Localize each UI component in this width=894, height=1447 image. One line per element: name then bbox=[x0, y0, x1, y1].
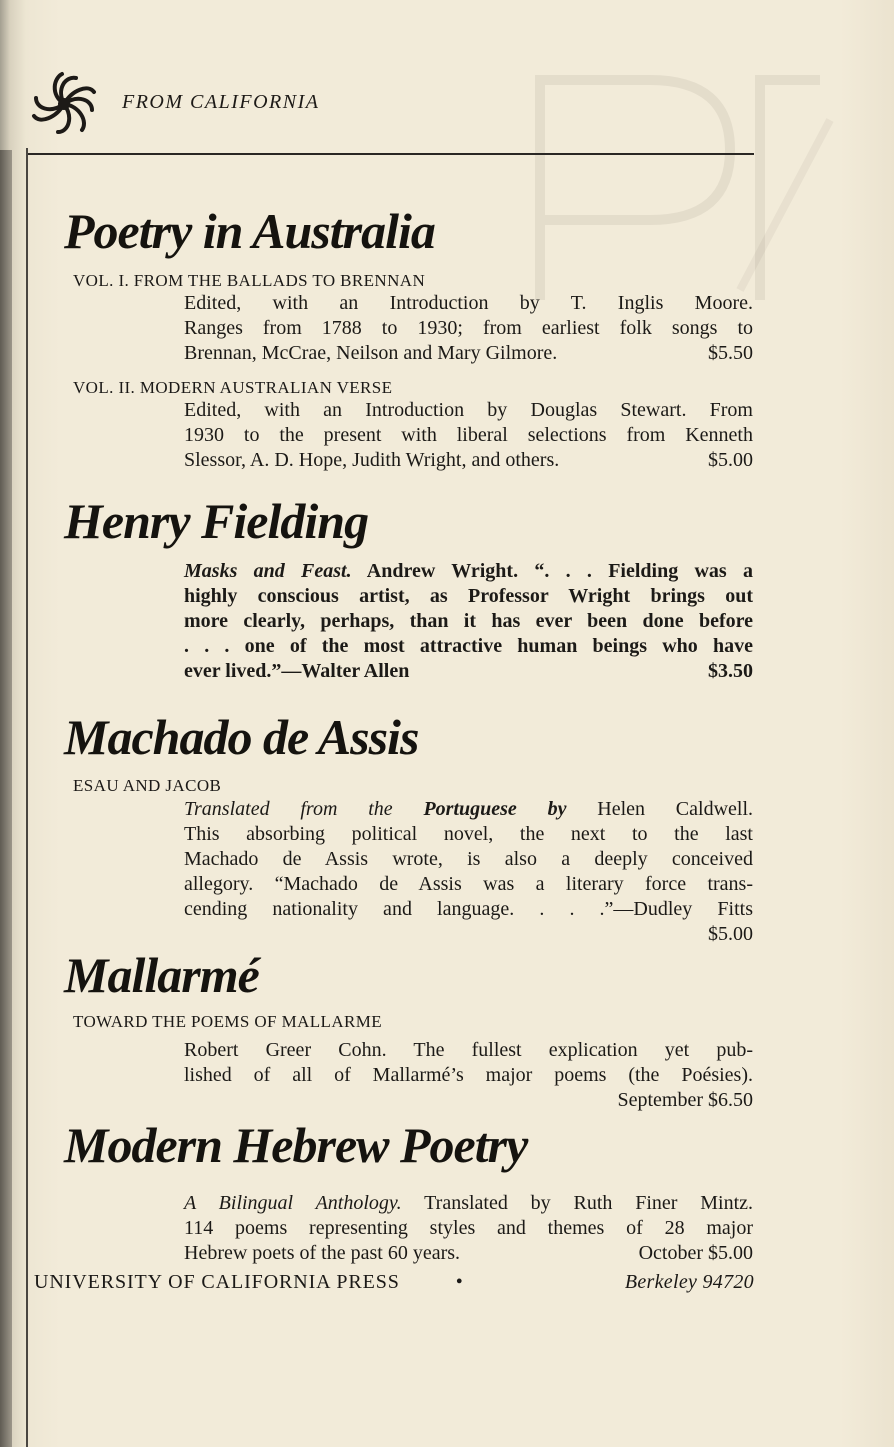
text-line: lished of all of Mallarmé’s major poems (the Poésies). bbox=[184, 1064, 753, 1086]
bleed-through-shape bbox=[500, 60, 840, 320]
publication-month: September bbox=[617, 1089, 703, 1111]
publisher-name: UNIVERSITY OF CALIFORNIA PRESS bbox=[34, 1271, 400, 1293]
price: $5.00 bbox=[708, 449, 753, 471]
text-line: cending nationality and language. . . .”—Dudley Fitts bbox=[184, 898, 753, 920]
subhead-vol-1: VOL. I. FROM THE BALLADS TO BRENNAN bbox=[73, 271, 426, 290]
text-line: ever lived.”—Walter Allen bbox=[184, 660, 410, 682]
text-fragment: Helen Caldwell. bbox=[566, 798, 753, 820]
text-line: Edited, with an Introduction by Douglas Stewart. From bbox=[184, 399, 753, 421]
text-line-with-price bbox=[184, 341, 753, 366]
text-line-with-price bbox=[184, 448, 753, 473]
price: $5.00 bbox=[708, 923, 753, 945]
text-line: Slessor, A. D. Hope, Judith Wright, and others. bbox=[184, 449, 560, 471]
footer-separator: • bbox=[455, 1271, 463, 1293]
text-line: Edited, with an Introduction by T. Inglis Moore. bbox=[184, 292, 753, 314]
section-title-machado-de-assis: Machado de Assis bbox=[64, 709, 419, 765]
text-fragment: Andrew Wright. “. . . Fielding was a bbox=[351, 560, 753, 582]
text-line-with-price bbox=[184, 1241, 753, 1266]
price: $5.00 bbox=[708, 1242, 753, 1264]
book-title: Masks and Feast. bbox=[184, 560, 352, 582]
price: $3.50 bbox=[708, 660, 753, 682]
subhead-vol-2: VOL. II. MODERN AUSTRALIAN VERSE bbox=[73, 378, 393, 397]
text-line: Robert Greer Cohn. The fullest explication yet pub- bbox=[184, 1039, 753, 1061]
price: $6.50 bbox=[708, 1089, 753, 1111]
text-line: Brennan, McCrae, Neilson and Mary Gilmore. bbox=[184, 342, 558, 364]
text-line: more clearly, perhaps, than it has ever been done before bbox=[184, 610, 753, 632]
subhead-toward-the-poems: TOWARD THE POEMS OF MALLARME bbox=[73, 1012, 383, 1031]
entry-machado-description bbox=[184, 797, 753, 947]
header-title: FROM CALIFORNIA bbox=[122, 91, 320, 113]
entry-hebrew-description bbox=[184, 1191, 753, 1266]
text-fragment: Translated from the bbox=[184, 798, 424, 820]
header-rule bbox=[26, 153, 754, 155]
text-line: 1930 to the present with liberal selections from Kenneth bbox=[184, 424, 753, 446]
price-line bbox=[184, 1088, 753, 1113]
section-title-poetry-in-australia: Poetry in Australia bbox=[64, 203, 435, 259]
text-line bbox=[184, 1191, 753, 1216]
text-line: allegory. “Machado de Assis was a literary force trans- bbox=[184, 873, 753, 895]
text-line: This absorbing political novel, the next to the last bbox=[184, 823, 753, 845]
entry-mallarme-description bbox=[184, 1038, 753, 1113]
text-fragment: Portuguese by bbox=[423, 798, 567, 820]
subhead-esau-and-jacob: ESAU AND JACOB bbox=[73, 776, 222, 795]
entry-vol-2-description bbox=[184, 398, 753, 473]
price: $5.50 bbox=[708, 342, 753, 364]
text-line: . . . one of the most attractive human beings who have bbox=[184, 635, 753, 657]
book-title: A Bilingual Anthology. bbox=[184, 1192, 402, 1214]
left-margin-rule bbox=[26, 148, 28, 1447]
sun-flower-icon bbox=[26, 66, 102, 142]
section-title-henry-fielding: Henry Fielding bbox=[64, 493, 369, 549]
page-header bbox=[26, 66, 446, 146]
publisher-city: Berkeley 94720 bbox=[624, 1271, 754, 1293]
text-line: Machado de Assis wrote, is also a deeply conceived bbox=[184, 848, 753, 870]
text-line-with-price bbox=[184, 659, 753, 684]
text-line: highly conscious artist, as Professor Wright brings out bbox=[184, 585, 753, 607]
publication-month: October bbox=[638, 1242, 703, 1264]
book-spine-shadow bbox=[0, 150, 12, 1447]
text-line: Ranges from 1788 to 1930; from earliest folk songs to bbox=[184, 317, 753, 339]
text-line: 114 poems representing styles and themes of 28 major bbox=[184, 1217, 753, 1239]
text-fragment: Translated by Ruth Finer Mintz. bbox=[401, 1192, 753, 1214]
price-line bbox=[184, 922, 753, 947]
publisher-footer bbox=[34, 1271, 754, 1294]
section-title-modern-hebrew-poetry: Modern Hebrew Poetry bbox=[64, 1117, 528, 1173]
date-and-price bbox=[639, 1241, 753, 1266]
text-line bbox=[184, 797, 753, 822]
text-line: Hebrew poets of the past 60 years. bbox=[184, 1242, 461, 1264]
entry-vol-1-description bbox=[184, 291, 753, 366]
section-title-mallarme: Mallarmé bbox=[64, 947, 259, 1003]
entry-fielding-description bbox=[184, 559, 753, 684]
text-line bbox=[184, 559, 753, 584]
